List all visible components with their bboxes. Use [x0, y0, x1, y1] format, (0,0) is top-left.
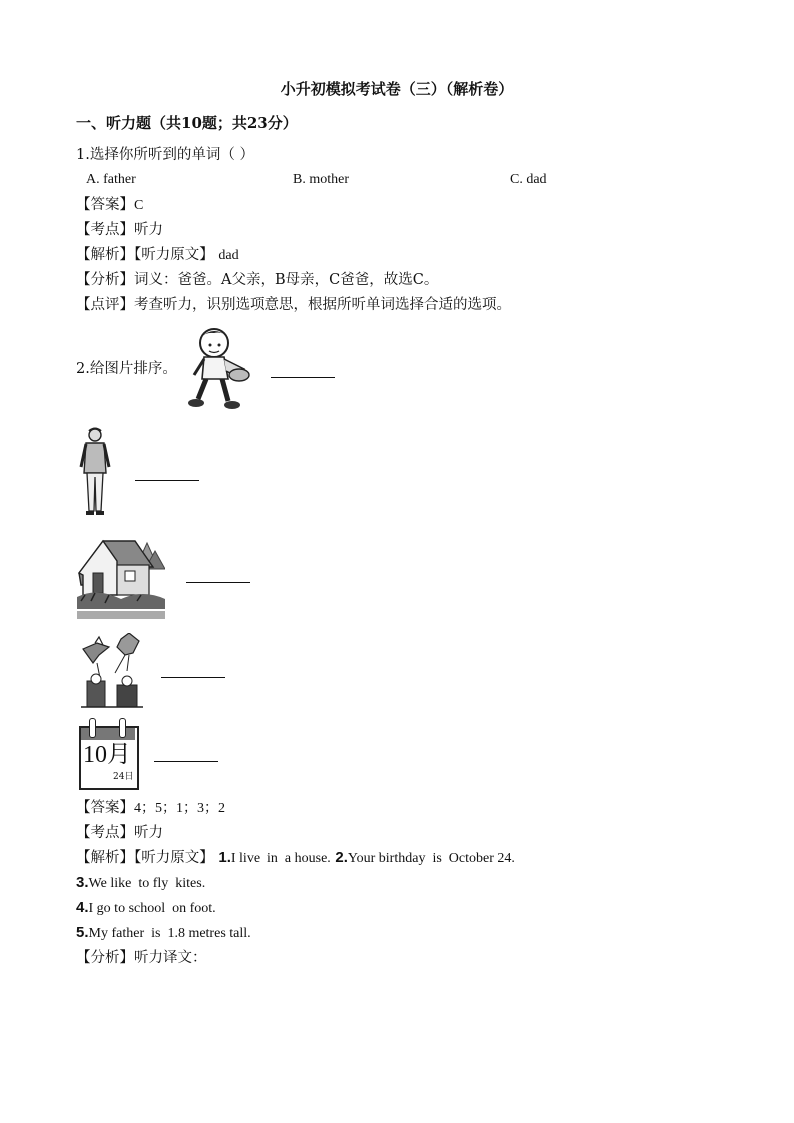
section-heading: 一、听力题（共10题；共23分）: [76, 114, 298, 132]
transcript-text-1: I live in a house.: [230, 851, 331, 866]
transcript-num-4: 4.: [76, 899, 89, 916]
analysis-tag: 【解析】: [76, 247, 134, 263]
answer-blank-3[interactable]: [186, 582, 250, 583]
answer-blank-5[interactable]: [154, 761, 218, 762]
point-tag: 【考点】: [76, 825, 134, 841]
q1-option-b: B. mother: [293, 172, 349, 187]
fenxi-value: 听力译文：: [134, 950, 207, 966]
analysis-value: dad: [218, 248, 239, 263]
point-value: 听力: [134, 222, 163, 238]
transcript-num-1: 1.: [218, 849, 231, 866]
tall-man-image: [78, 427, 112, 517]
q2-stem: 2.给图片排序。: [76, 361, 177, 377]
analysis-subtag: 【听力原文】: [134, 247, 214, 263]
q2-analysis-line: [76, 848, 515, 869]
q1-comment-line: [76, 295, 511, 315]
q1-stem: 1.选择你所听到的单词（ ）: [76, 147, 254, 163]
answer-blank-4[interactable]: [161, 677, 225, 678]
q1-answer-line: [76, 195, 143, 216]
calendar-month: 10月: [83, 742, 131, 768]
transcript-line-5: [76, 923, 251, 944]
transcript-line-4: [76, 898, 216, 919]
analysis-tag: 【解析】: [76, 850, 134, 866]
q1-option-c: C. dad: [510, 172, 547, 187]
q1-analysis-line: [76, 245, 239, 266]
transcript-text-3: We like to fly kites.: [88, 876, 206, 891]
house-image: [77, 537, 165, 619]
q1-point-line: [76, 220, 163, 240]
answer-tag: 【答案】: [76, 800, 134, 816]
answer-value: C: [134, 198, 144, 213]
calendar-day: 24日: [113, 772, 134, 782]
q1-option-a: A. father: [86, 172, 136, 187]
transcript-num-2: 2.: [335, 849, 348, 866]
transcript-text-5: My father is 1.8 metres tall.: [88, 926, 251, 941]
page-title: 小升初模拟考试卷（三）（解析卷）: [280, 80, 514, 98]
q1-fenxi-line: [76, 270, 438, 290]
kites-image: [81, 633, 143, 709]
point-value: 听力: [134, 825, 163, 841]
comment-tag: 【点评】: [76, 297, 134, 313]
answer-blank-2[interactable]: [135, 480, 199, 481]
point-tag: 【考点】: [76, 222, 134, 238]
answer-tag: 【答案】: [76, 197, 134, 213]
q2-point-line: [76, 823, 163, 843]
transcript-text-2: Your birthday is October 24.: [347, 851, 515, 866]
q2-fenxi-line: [76, 948, 207, 968]
answer-blank-1[interactable]: [271, 377, 335, 378]
fenxi-value: 词义：爸爸。A父亲，B母亲，C爸爸，故选C。: [134, 272, 439, 288]
q2-answer-line: [76, 798, 225, 819]
boy-walking-image: [186, 325, 252, 411]
calendar-image: [79, 718, 137, 788]
fenxi-tag: 【分析】: [76, 950, 134, 966]
transcript-num-3: 3.: [76, 874, 89, 891]
answer-value: 4；5；1；3；2: [134, 801, 225, 816]
transcript-line-3: [76, 873, 205, 894]
analysis-subtag: 【听力原文】: [134, 850, 214, 866]
transcript-text-4: I go to school on foot.: [88, 901, 216, 916]
fenxi-tag: 【分析】: [76, 272, 134, 288]
comment-value: 考查听力，识别选项意思，根据所听单词选择合适的选项。: [134, 297, 511, 313]
transcript-num-5: 5.: [76, 924, 89, 941]
